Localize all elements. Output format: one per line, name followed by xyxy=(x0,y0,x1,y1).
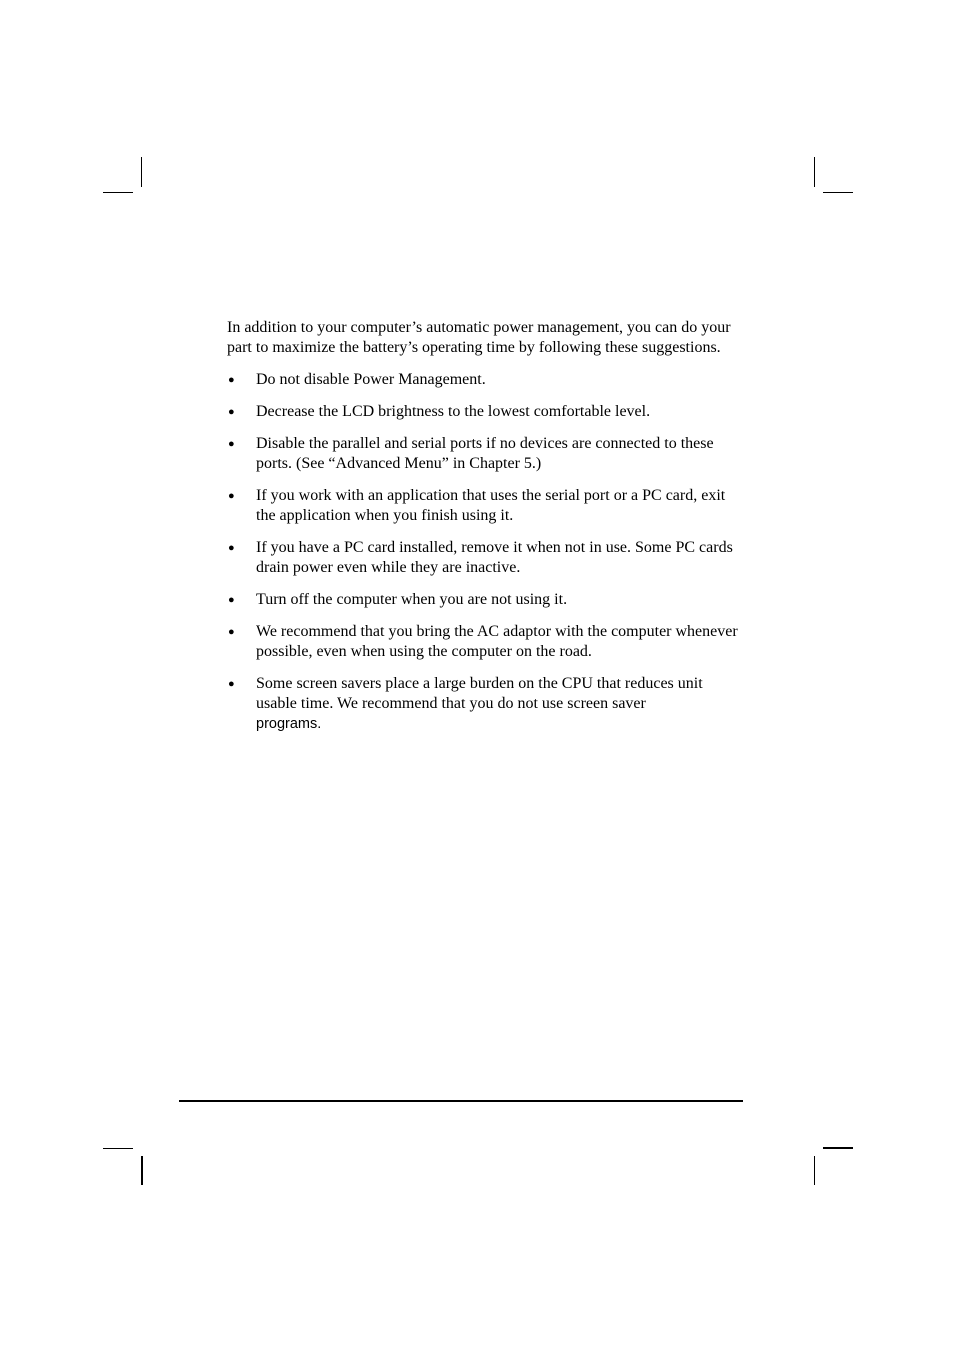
power-saving-tips-list xyxy=(227,370,747,734)
crop-mark-bottom-right-vertical xyxy=(814,1156,815,1185)
tip-text-tail: programs. xyxy=(256,716,322,732)
bullet-icon: ● xyxy=(228,542,235,554)
tip-text: Do not disable Power Management. xyxy=(256,371,486,388)
tip-text: Some screen savers place a large burden on the CPU that reduces unit usable time. We recommend that you do not use screen saver xyxy=(256,675,703,712)
tip-text: Turn off the computer when you are not using it. xyxy=(256,591,568,608)
tip-text: We recommend that you bring the AC adaptor with the computer whenever possible, even when using the computer on the road. xyxy=(256,623,738,660)
crop-mark-bottom-right-horizontal xyxy=(823,1147,853,1149)
list-item xyxy=(227,674,747,734)
list-item xyxy=(227,622,747,662)
list-item xyxy=(227,402,747,422)
footer-rule xyxy=(179,1100,743,1102)
list-item xyxy=(227,370,747,390)
tip-text: Disable the parallel and serial ports if no devices are connected to these ports. (See “Advanced Menu” in Chapter 5.) xyxy=(256,435,714,472)
bullet-icon: ● xyxy=(228,678,235,690)
list-item xyxy=(227,486,747,526)
bullet-icon: ● xyxy=(228,374,235,386)
tip-text: If you have a PC card installed, remove it when not in use. Some PC cards drain power even while they are inactive. xyxy=(256,539,733,576)
tip-text: If you work with an application that uses the serial port or a PC card, exit the application when you finish using it. xyxy=(256,487,726,524)
list-item xyxy=(227,538,747,578)
crop-mark-bottom-left-horizontal xyxy=(103,1148,133,1149)
crop-mark-top-left-vertical xyxy=(141,157,142,187)
bullet-icon: ● xyxy=(228,438,235,450)
bullet-icon: ● xyxy=(228,490,235,502)
crop-mark-bottom-left-vertical xyxy=(141,1156,143,1185)
list-item xyxy=(227,590,747,610)
bullet-icon: ● xyxy=(228,594,235,606)
intro-paragraph: In addition to your computer’s automatic power management, you can do your part to maximize the battery’s operating time by following these suggestions. xyxy=(227,319,731,356)
bullet-icon: ● xyxy=(228,626,235,638)
body-text xyxy=(227,318,747,746)
list-item xyxy=(227,434,747,474)
bullet-icon: ● xyxy=(228,406,235,418)
crop-mark-top-right-horizontal xyxy=(823,192,853,193)
crop-mark-top-right-vertical xyxy=(814,157,815,187)
crop-mark-top-left-horizontal xyxy=(103,192,133,193)
tip-text: Decrease the LCD brightness to the lowest comfortable level. xyxy=(256,403,651,420)
